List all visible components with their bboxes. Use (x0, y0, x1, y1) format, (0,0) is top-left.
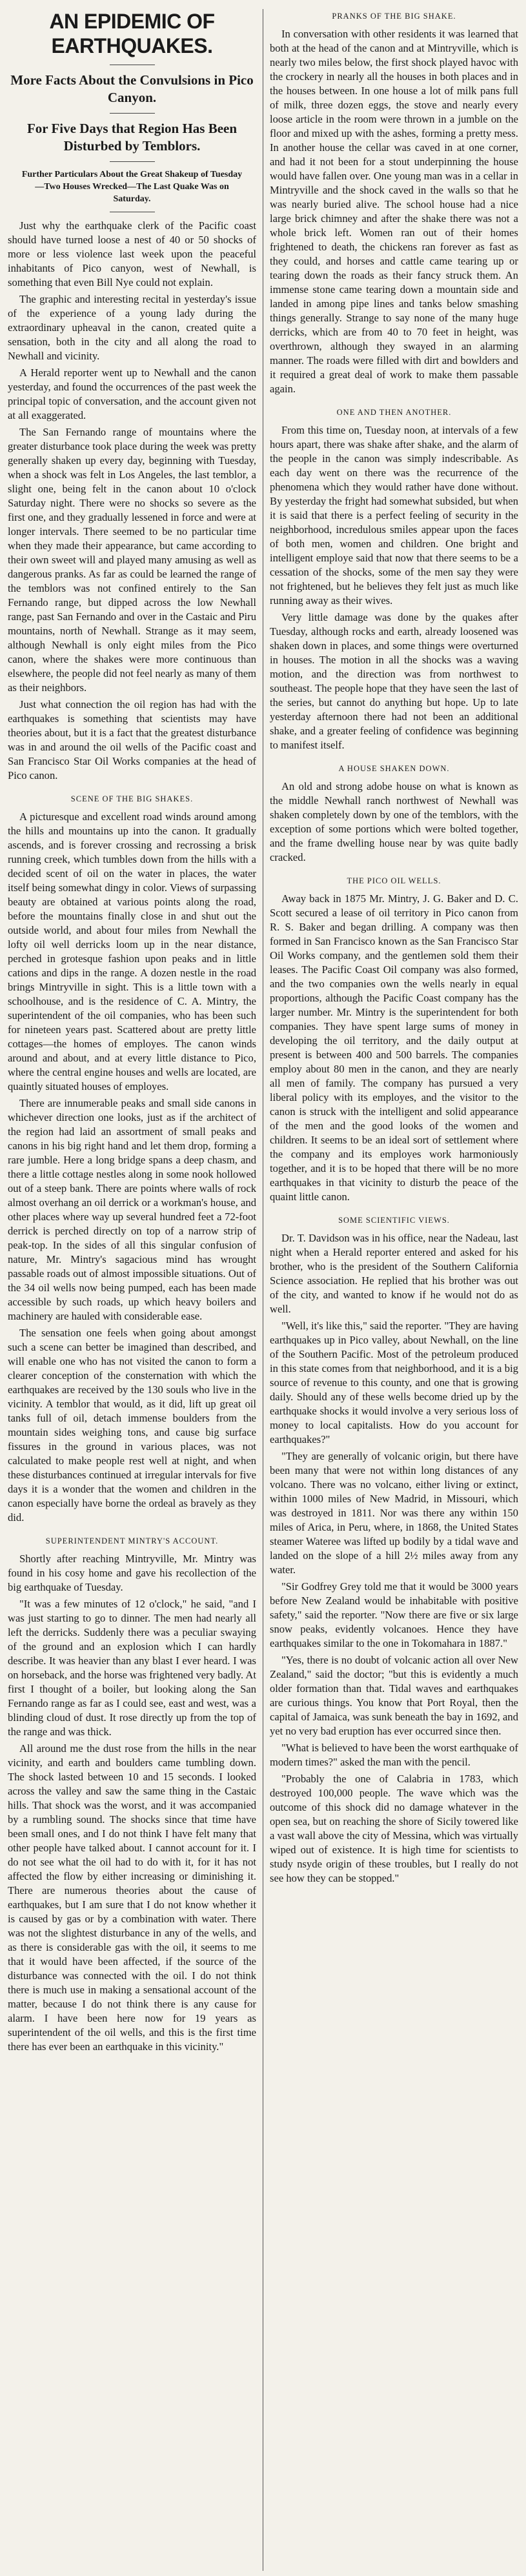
paragraph: From this time on, Tuesday noon, at intervals of a few hours apart, there was shake after shake, and the alarm of the people in the canon was simply indescribable. As each day went on there was the recurrence of the phenomena which they would rather have done without. By yesterday the fright had somewhat subsided, but when it is said that there is a perfect feeling of security in the neighborhood, incredulous smiles appear upon the faces of both men, women and children. One bright and intelligent employe said that now that there seems to be a cessation of the shocks, some of the men say they were not frightened, but he believes they felt just as much like running away as their wives. (270, 424, 518, 607)
paragraph: An old and strong adobe house on what is known as the middle Newhall ranch northwest of Newhall was shaken completely down by one of the temblors, with the exception of some portions which were bolted together, and the frame dwelling house near by was quite badly cracked. (270, 780, 518, 863)
subheading: A HOUSE SHAKEN DOWN. (338, 764, 450, 773)
deck-2: For Five Days that Region Has Been Disturbed by Temblors. (26, 121, 238, 154)
paragraph: The sensation one feels when going about amongst such a scene can better be imagined than described, and will enable one who has not visited the canon to form a clearer conception of the consternation with which the earthquakes are received by the 130 souls who live in the vicinity. A temblor that would, as it did, lift up great oil tanks full of oil, detach immense boulders from the mountain sides weighing tons, and cause big surface fissures in the ground in various places, was not calculated to make people rest well at night, and when these disturbances continued at irregular intervals for five days it is a wonder that the women and children in the canon especially have borne the ordeal as bravely as they did. (8, 1327, 256, 1524)
paragraph: "It was a few minutes of 12 o'clock," he said, "and I was just starting to go to dinner. The men had nearly all left the derricks. Suddenly there was a peculiar swaying of the ground and an explosion which I can hardly describe. It was heavier than any blast I ever heard. I was on horseback, and the horse was frightened very badly. At first I thought of a boiler, but looking along the San Fernando range as far as I could see, east and west, was a blinding cloud of dust. It rose directly up from the top of the range and was thick. (8, 1598, 256, 1738)
subheading: SOME SCIENTIFIC VIEWS. (338, 1216, 450, 1225)
paragraph: A Herald reporter went up to Newhall and the canon yesterday, and found the occurrences of the past week the principal topic of conversation, and the account given not at all exaggerated. (8, 367, 256, 421)
paragraph: Away back in 1875 Mr. Mintry, J. G. Baker and D. C. Scott secured a lease of oil territory in Pico canon from R. S. Baker and began drilling. A company was then formed in San Francisco known as the San Francisco Star Oil Works company, and the gentlemen sold them their leases. The Pacific Coast Oil company was also formed, and the two companies own the wells nearly in equal proportions, although the Pacific Coast company has the larger number. Mr. Mintry is the superintendent for both companies. They have spent large sums of money in developing the oil territory, and the daily output at present is between 400 and 500 barrels. The companies employ about 80 men in the canon, and they are nearly all men of family. The company has pursued a very liberal policy with its employes, and the visitor to the canon is struck with the intelligent and solid appearance of the men and the good looks of the women and children. It seems to be an ideal sort of settlement where the company and its employes work harmoniously together, and it is to be hoped that there will be no more earthquakes in that vicinity to disturb the peace of the quaint little canon. (270, 892, 518, 1203)
paragraph: Just what connection the oil region has had with the earthquakes is something that scientists may have theories about, but it is a fact that the greatest disturbance was in and around the oil wells of the Pacific coast and San Francisco Star Oil Works companies at the head of Pico canon. (8, 698, 256, 781)
right-column (263, 9, 518, 2571)
paragraph: The San Fernando range of mountains where the greater disturbance took place during the week was pretty generally shaken up every day, beginning with Tuesday, when a shock was felt in Los Angeles, the last temblor, a slight one, being felt in the canon about 10 o'clock Saturday night. There were no shocks so severe as the first one, and they gradually lessened in force and were at longer intervals. There seemed to be no particular time when they made their appearance, but came according to their own sweet will and played many amusing as well as dangerous pranks. As far as could be learned the range of the temblors was not confined entirely to the San Fernando range, but dipped across the low Newhall range, past San Fernando and over in the Castaic and Piru mountains, north of Newhall. Strange as it may seem, although Newhall is only eight miles from the Pico canon, where the shakes were more continuous than elsewhere, the people did not feel nearly as many of them as their neighbors. (8, 426, 256, 694)
paragraph: Shortly after reaching Mintryville, Mr. Mintry was found in his cosy home and gave his recollection of the big earthquake of Tuesday. (8, 1553, 256, 1593)
left-column (8, 9, 263, 2571)
subheading: ONE AND THEN ANOTHER. (336, 408, 452, 417)
divider (110, 161, 155, 162)
headline: AN EPIDEMIC OF EARTHQUAKES. (49, 10, 215, 57)
paragraph: "They are generally of volcanic origin, but there have been many that were not within long distances of any volcano. There was no volcano, either living or extinct, within 1000 miles of New Madrid, in Missouri, which was destroyed in 1811. Nor was there any within 150 miles of Arica, in Peru, where, in 1868, the United States steamer Wateree was lifted up bodily by a tidal wave and landed on the slope of a hill 2½ miles away from any water. (270, 1450, 518, 1576)
paragraph: All around me the dust rose from the hills in the near vicinity, and earth and boulders came tumbling down. The shock lasted between 10 and 15 seconds. I looked across the valley and saw the same thing in the Castaic hills. That shock was the worst, and it was accompanied by a rumbling sound. The shocks since that time have been small ones, and I do not think I have felt many that other people have talked about. I cannot account for it. I do not see what the oil had to do with it, for it has not affected the flow by either increasing or diminishing it. There are numerous theories about the cause of earthquakes, but I am sure that I do not know whether it is caused by gas or by a combination with water. There was not the slightest disturbance in any of the wells, and as there is considerable gas with the oil, it seems to me that it would have been affected, if the source of the disturbance was connected with the oil. I do not think there is much use in making a sensational account of the matter, because I do not think there is any cause for alarm. I have been here now for 19 years as superintendent of the oil wells, and this is the first time there has ever been an earthquake in this vicinity." (8, 1742, 256, 2053)
deck-1: More Facts About the Convulsions in Pico Canyon. (10, 72, 254, 105)
paragraph: "What is believed to have been the worst earthquake of modern times?" asked the man with the pencil. (270, 1742, 518, 1768)
paragraph: Dr. T. Davidson was in his office, near the Nadeau, last night when a Herald reporter entered and asked for his brother, who is the president of the Southern California Science association. He replied that his brother was out of the city, and wanted to know if he would not do as well. (270, 1232, 518, 1315)
subheading: THE PICO OIL WELLS. (347, 876, 441, 885)
divider (110, 113, 155, 114)
paragraph: There are innumerable peaks and small side canons in whichever direction one looks, just as if the architect of the region had laid an assortment of small peaks and canons in his big right hand and let them drop, forming a rare jumble. Here a long bridge spans a deep chasm, and there a little cottage nestles along in some nook hollowed out of a steep bank. There are points where walls of rock almost overhang an oil derrick or a workman's house, and other places where way up several hundred feet a 72-foot derrick is perched directly on top of a narrow strip of peak-top. In the sides of all this singular confusion of nature, Mr. Mintry's sagacious mind has wrought passable roads out of almost impossible situations. Out of the 34 oil wells now being pumped, each has been made accessible by such roads, up which heavy boilers and machinery are hauled with considerable ease. (8, 1097, 256, 1322)
paragraph: In conversation with other residents it was learned that both at the head of the canon and at Mintryville, which is nearly two miles below, the first shock played havoc with the crockery in nearly all the houses in both places and in the houses between. In one house a lot of milk pans full of milk, three dozen eggs, the stove and nearly every loose article in the room were thrown in a jumble on the floor and mixed up with the ashes, forming a pretty mess. In another house the cellar was caved in at one corner, and had it not been for a stout underpinning the house would have fallen over. One young man was in a cellar in Mintryville and the shock caved in the walls so that he was nearly buried alive. The school house had a nice large brick chimney and after the shake there was not a whole brick left. Women ran out of their homes frightened to death, the chickens ran forever as fast as they could, and horses and cattle came tearing up or tearing down the roads as their fancy struck them. An immense stone came tearing down a mountain side and landed in among pipe lines and tanks below smashing things generally. Strange to say none of the many huge derricks, which are from 40 to 70 feet in height, was overthrown, although they swayed in an alarming manner. The roads were filled with dirt and bowlders and it required a great deal of work to make them passable again. (270, 28, 518, 395)
paragraph: A picturesque and excellent road winds around among the hills and mountains up into the canon. It gradually ascends, and is forever crossing and recrossing a brisk running creek, which tumbles down from the hills with a decided scent of oil on the water in places, the water itself being somewhat dingy in color. Views of surpassing beauty are obtained at various points along the road, before the mountains finally close in and shut out the outside world, and about four miles from Newhall the lofty oil well derricks loom up in the near distance, perched in grotesque fashion upon peaks and in little cations and dips in the range. A dozen nestle in the road brings Mintryville in sight. This is a little town with a schoolhouse, and is the residence of C. A. Mintry, the superintendent of the oil companies, who has been such for nineteen years past. Scattered about are pretty little cottages—the homes of employes. The canon winds around and about, and at every little distance to Pico, where the central engine houses and wells are located, are quaintly situated houses of employes. (8, 810, 256, 1092)
subheading: SUPERINTENDENT MINTRY'S ACCOUNT. (45, 1536, 219, 1545)
subheading: PRANKS OF THE BIG SHAKE. (332, 12, 456, 21)
paragraph: "Yes, there is no doubt of volcanic action all over New Zealand," said the doctor; "but this is evidently a much older formation than that. Tidal waves and earthquakes are curious things. You know that Port Royal, then the capital of Jamaica, was sunk beneath the bay in 1692, and yet no very bad eruption has ever occurred since then. (270, 1654, 518, 1737)
paragraph: The graphic and interesting recital in yesterday's issue of the experience of a young lady during the extraordinary upheaval in the canon, created quite a sensation, both in the city and all along the road to Newhall and vicinity. (8, 293, 256, 362)
subheading: SCENE OF THE BIG SHAKES. (70, 794, 194, 803)
paragraph: "Sir Godfrey Grey told me that it would be 3000 years before New Zealand would be inhabitable with positive safety," said the reporter. "Now there are five or six large snow peaks, evidently volcanoes. Hence they have earthquakes similar to the one in Tokomahara in 1887." (270, 1580, 518, 1649)
paragraph: "Probably the one of Calabria in 1783, which destroyed 100,000 people. The wave which was the outcome of this shock did no damage whatever in the open sea, but on reaching the shore of Sicily towered like a vast wall above the city of Messina, which was virtually wiped out of existence. It is high time for scientists to study nsyde origin of these troubles, but I really do not see how they can be stopped." (270, 1773, 518, 1884)
paragraph: Very little damage was done by the quakes after Tuesday, although rocks and earth, already loosened was shaken down in places, and some things were overturned in houses. The motion in all the shocks was a waving motion, and the direction was from northwest to southeast. The people hope that they have seen the last of the series, but cannot do anything but hope. Up to late yesterday afternoon there had not been an additional shake, and a greater feeling of confidence was beginning to manifest itself. (270, 611, 518, 751)
deck-3: Further Particulars About the Great Shakeup of Tuesday—Two Houses Wrecked—The Last Quake Was on Saturday. (21, 170, 243, 204)
paragraph: "Well, it's like this," said the reporter. "They are having earthquakes up in Pico valley, about Newhall, on the line of the Southern Pacific. Most of the petroleum produced in this state comes from that neighborhood, and it is a big source of revenue to this county, and one that is growing daily. Should any of these wells become dried up by the earthquake shocks it would involve a very serious loss of money to local capitalists. How do you account for earthquakes?" (270, 1320, 518, 1445)
paragraph: Just why the earthquake clerk of the Pacific coast should have turned loose a nest of 40 or 50 shocks of more or less violence last week upon the peaceful inhabitants of Pico canyon, west of Newhall, is something that even Bill Nye could not explain. (8, 219, 256, 288)
